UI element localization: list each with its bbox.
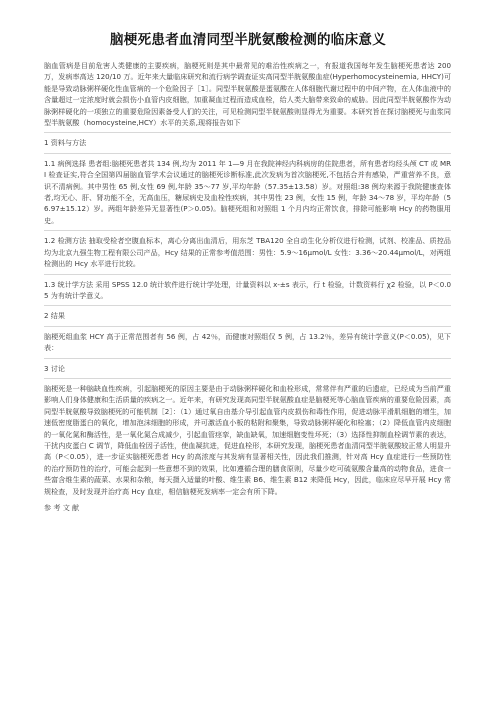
page-title: 脑梗死患者血清同型半胱氨酸检测的临床意义 bbox=[110, 32, 386, 48]
section-divider bbox=[44, 326, 451, 327]
section-divider bbox=[44, 153, 451, 154]
paragraph-case-selection: 1.1 病例选择 患者组:脑梗死患者共 134 例,均为 2011 年 1—9 月在我院神经内科病房的住院患者，所有患者均经头颅 CT 或 MRI 检查证实,符合全国第四届脑血管学术会议通过的脑梗死诊断标准,此次发病为首次脑梗死,不包括合并有感染，严重营养不良，意识不清病例。其中男性 65 例,女性 69 例,年龄 35～77 岁,平均年龄（57.35±13.58）岁。对照组:38 例均来源于我院健康查体者,均无心、肝、肾功能不全，无高血压，糖尿病史及血栓性疾病，其中男性 23 例，女性 15 例，年龄 34～78 岁，平均年龄（56.97±15.12）岁。两组年龄差异无显著性(P＞0.05)。脑梗死组和对照组 1 个月内均正常饮食，排除可能影响 Hcy 的药物服用史。 bbox=[44, 158, 451, 225]
section-divider bbox=[44, 274, 451, 275]
section-heading-materials: 1 资料与方法 bbox=[44, 138, 87, 148]
section-divider bbox=[44, 305, 451, 306]
section-heading-results: 2 结果 bbox=[44, 311, 65, 321]
section-heading-references: 参 考 文 献 bbox=[44, 503, 80, 512]
document-body bbox=[44, 60, 451, 513]
section-divider bbox=[44, 230, 451, 231]
section-heading-discussion: 3 讨论 bbox=[44, 363, 65, 373]
section-divider bbox=[44, 378, 451, 379]
paragraph-results: 脑梗死组血浆 HCY 高于正常范围者有 56 例，占 42％，而健康对照组仅 5 例，占 13.2％，差异有统计学意义(P＜0.05)，见下表： bbox=[44, 331, 451, 353]
paragraph-statistics: 1.3 统计学方法 采用 SPSS 12.0 统计软件进行统计学处理，计量资料以 x-±s 表示，行 t 检验，计数资料行 χ2 检验，以 P＜0.05 为有统计学意义。 bbox=[44, 279, 451, 300]
abstract-paragraph: 脑血管病是目前危害人类健康的主要疾病，脑梗死则是其中最常见的难治性疾病之一，有报道我国每年发生脑梗死患者达 200 万，发病率高达 120/10 万。近年来大量临床研究和流行病学调查证实高同型半胱氨酸血症(Hyperhomocysteinemia, HHCY)可能是导致动脉粥样硬化性血管病的一个危险因子［1］。同型半胱氨酸是蛋氨酸在人体细胞代谢过程中的中间产物，在人体血液中的含量超过一定浓度时就会损伤小血管内皮细胞，加重凝血过程而造成血栓，给人类大脑带来致命的威胁。因此同型半胱氨酸作为动脉粥样硬化的一项独立的重要危险因素备受人们的关注，可见检测同型半胱氨酸则显得尤为重要。本研究旨在探讨脑梗死与血浆同型半胱氨酸（homocysteine,HCY）水平的关系,现将报告如下 bbox=[44, 61, 451, 128]
section-divider bbox=[44, 358, 451, 359]
section-divider bbox=[44, 132, 451, 133]
paragraph-detection-method: 1.2 检测方法 抽取受检者空腹血标本，离心分离出血清后，用东芝 TBA120 全自动生化分析仪进行检测，试剂、校准品、质控品均为北京九强生物工程有限公司产品，Hcy 结果的正常参考值范围：男性：5.9～16μmol/L 女性：3.36～20.44μmol/L，对两组检测出的 Hcy 水平进行比较。 bbox=[44, 236, 451, 269]
paragraph-discussion: 脑梗死是一种脑缺血性疾病，引起脑梗死的原因主要是由于动脉粥样硬化和血栓形成，常常伴有严重的后遗症，已经成为当前严重影响人们身体健康和生活质量的疾病之一。近年来，有研究发现高同型半胱氨酸血症是脑梗死等心脑血管疾病的重要危险因素，高同型半胱氨酸导致脑梗死的可能机制［2］：（1）通过氧自由基介导引起血管内皮损伤和毒性作用，促进动脉平滑肌细胞的增生，加速低密度脂蛋白的氧化，增加泡沫细胞的形成，并可激活血小板的粘附和聚集，导致动脉粥样硬化和栓塞；（2）降低血管内皮细胞的一氧化氮和酶活性，是一氧化氮合成减少，引起血管痉挛，缺血缺氧，加速细胞变性坏死；（3）选择性抑制血栓调节素的表达，干扰内皮蛋白 C 调节，降低血栓因子活性，使血凝抗进，促进血栓形，本研究发现，脑梗死患者血清同型半胱氨酸较正常人明显升高（P＜0.05），进一步证实脑梗死患者 Hcy 的高浓度与其发病有显著相关性，因此我们推测，针对高 Hcy 血症进行一些预防性的治疗预防性的治疗，可能会起到一些意想不到的效果，比如遵循合理的膳食原则，尽量少吃可硫氨酸含量高的动物食品，进食一些富含维生素的蔬菜、水果和杂粮，每天摄入适量的叶酸、维生素 B6、维生素 B12 来降低 Hcy，因此，临床应尽早开展 Hcy 常规检查，及时发现并治疗高 Hcy 血症，相信脑梗死发病率一定会有所下降。 bbox=[44, 383, 451, 496]
